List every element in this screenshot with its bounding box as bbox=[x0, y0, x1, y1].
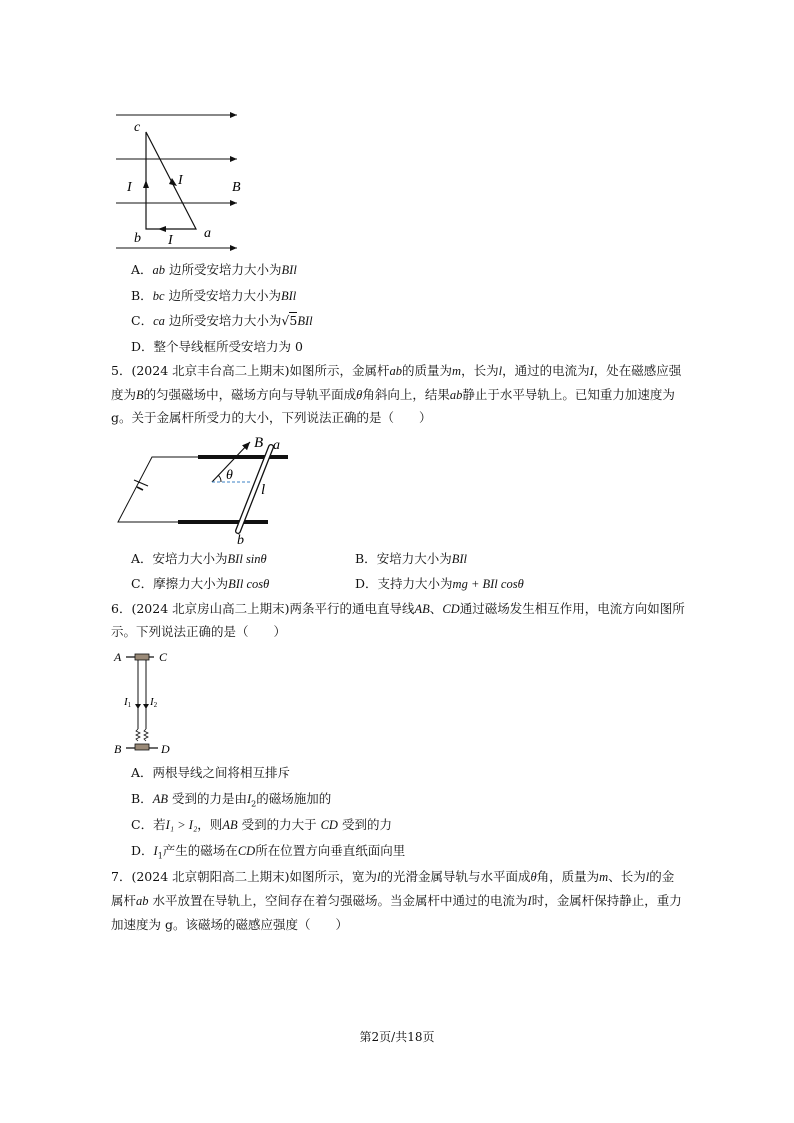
q5-option-c[interactable]: C．摩擦力大小为BIl cosθ bbox=[131, 576, 270, 591]
q7-stem-line3: 加速度为 g。该磁场的磁感应强度（ ） bbox=[111, 917, 348, 932]
spring-AB bbox=[136, 729, 140, 741]
label-l: l bbox=[261, 482, 266, 498]
q5-option-a[interactable]: A．安培力大小为BIl sinθ bbox=[131, 551, 267, 566]
q4-option-c[interactable]: C．ca 边所受安培力大小为√5BIl bbox=[131, 313, 313, 328]
q6-option-c[interactable]: C．若I₁ > I₂，则AB 受到的力大于 CD 受到的力 bbox=[131, 817, 392, 832]
label-C: C bbox=[159, 650, 168, 664]
current-arrow-bc bbox=[143, 180, 149, 188]
label-c: c bbox=[134, 120, 141, 135]
label-I2: I2 bbox=[150, 696, 158, 709]
top-clamp bbox=[135, 654, 149, 660]
angle-arc bbox=[218, 475, 221, 482]
q5-option-b[interactable]: B．安培力大小为BIl bbox=[355, 551, 467, 566]
metal-rod-ab bbox=[238, 447, 271, 531]
q4-option-d[interactable]: D．整个导线框所受安培力为 0 bbox=[131, 339, 303, 354]
label-B: B bbox=[232, 180, 241, 195]
label-b: b bbox=[134, 231, 141, 246]
label-B: B bbox=[254, 435, 264, 451]
bottom-clamp bbox=[135, 744, 149, 750]
q5-stem-line3: g。关于金属杆所受力的大小，下列说法正确的是（ ） bbox=[111, 410, 432, 425]
q6-option-b[interactable]: B．AB 受到的力是由$I_2$的磁场施加的 bbox=[131, 791, 332, 809]
q7-stem-line2: 属杆ab 水平放置在导轨上，空间存在着匀强磁场。当金属杆中通过的电流为I时，金属杆保持静止，重力 bbox=[111, 893, 682, 908]
current-arrow-ab bbox=[158, 226, 166, 232]
q4-option-a[interactable]: A．ab 边所受安培力大小为BIl bbox=[131, 262, 297, 277]
q7-stem-line1: 7．(2024 北京朝阳高二上期末)如图所示，宽为l的光滑金属导轨与水平面成θ角，质量为m、长为l的金 bbox=[111, 869, 675, 884]
q6-stem-line2: 示。下列说法正确的是（ ） bbox=[111, 624, 287, 639]
label-a: a bbox=[273, 438, 280, 453]
label-I-slant: I bbox=[178, 173, 183, 188]
circuit-wire bbox=[118, 457, 198, 522]
q4-option-b[interactable]: B．bc 边所受安培力大小为BIl bbox=[131, 288, 297, 303]
battery-plate-short bbox=[137, 487, 143, 490]
q5-stem-line1: 5．(2024 北京丰台高二上期末)如图所示，金属杆ab的质量为m，长为l，通过的电流为I，处在磁感应强 bbox=[111, 363, 682, 378]
q6-stem-line1: 6．(2024 北京房山高二上期末)两条平行的通电直导线AB、CD通过磁场发生相互作用，电流方向如图所 bbox=[111, 601, 685, 616]
spring-CD bbox=[144, 729, 148, 741]
q4-figure-triangle-loop bbox=[110, 106, 250, 254]
label-theta: θ bbox=[226, 468, 233, 483]
page-number-footer: 第2页/共18页 bbox=[359, 1030, 435, 1044]
q5-option-d[interactable]: D．支持力大小为mg + BIl cosθ bbox=[355, 576, 524, 591]
label-I-left: I bbox=[127, 180, 132, 195]
label-b: b bbox=[237, 533, 244, 546]
q5-stem-line2: 度为B的匀强磁场中，磁场方向与导轨平面成θ角斜向上，结果ab静止于水平导轨上。已知重力加速度为 bbox=[111, 387, 675, 402]
sqrt-symbol: √ bbox=[281, 313, 290, 328]
q5-figure-rail-rod bbox=[112, 434, 302, 546]
battery-plate-long bbox=[134, 480, 148, 486]
label-D: D bbox=[161, 742, 170, 756]
q6-option-d[interactable]: D．$I_1$产生的磁场在CD所在位置方向垂直纸面向里 bbox=[131, 843, 406, 861]
q6-figure-parallel-wires bbox=[112, 647, 182, 759]
label-I-bottom: I bbox=[168, 233, 173, 248]
q6-option-a[interactable]: A．两根导线之间将相互排斥 bbox=[131, 765, 291, 780]
label-I1: I1 bbox=[124, 696, 132, 709]
label-A: A bbox=[114, 650, 122, 664]
label-B: B bbox=[114, 742, 122, 756]
label-a: a bbox=[204, 226, 211, 241]
